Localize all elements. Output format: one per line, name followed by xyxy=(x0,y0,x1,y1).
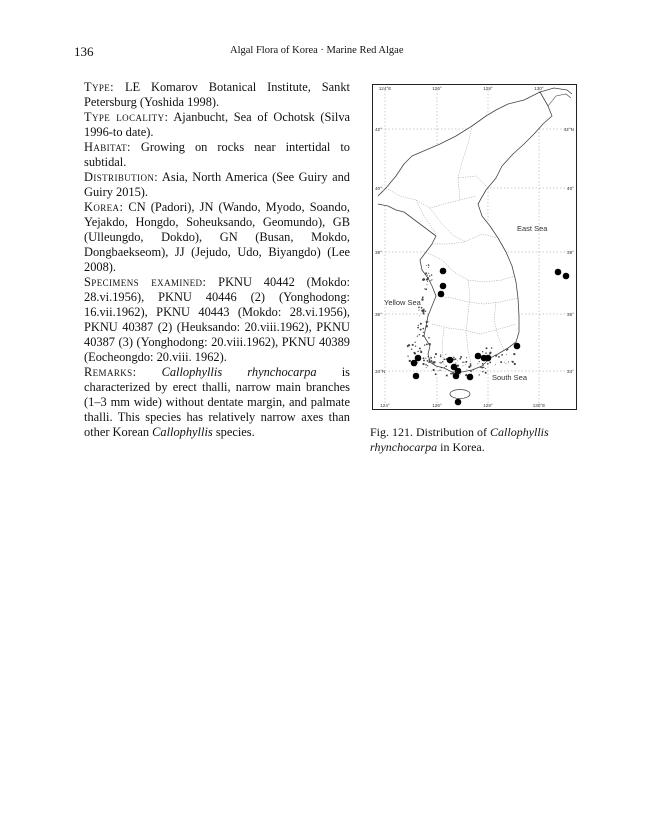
coastal-island xyxy=(427,365,428,366)
coastal-island xyxy=(462,362,463,363)
specimens-entry xyxy=(84,275,350,365)
map-left-tick: 40° xyxy=(375,186,382,191)
coastal-island xyxy=(482,363,483,364)
coastal-island xyxy=(409,360,411,362)
coastal-island xyxy=(429,275,430,276)
coastal-island xyxy=(407,356,408,357)
coastal-island xyxy=(444,358,446,360)
coastal-island xyxy=(420,323,422,325)
coastal-island xyxy=(422,328,424,330)
coastal-island xyxy=(426,344,427,345)
map-bottom-tick: 130°E xyxy=(532,403,546,408)
korea-text: CN (Padori), JN (Wando, Myodo, Soando, Yejakdo, Hongdo, Soheuksando, Geomundo), GB (Ulleungdo, Dokdo), GN (Busan, Mokdo, Dongbaekseom), JJ (Jejudo, Udo, Biyangdo) (Lee 2008). xyxy=(84,200,350,274)
coastal-island xyxy=(419,334,420,335)
coastal-island xyxy=(419,347,421,349)
korea-label: Korea: xyxy=(84,200,124,214)
coastal-island xyxy=(489,361,491,363)
coastal-island xyxy=(428,337,429,338)
caption-species: Callophyllis rhynchocarpa xyxy=(370,425,549,454)
distribution-dot xyxy=(467,374,474,381)
map-top-tick: 130° xyxy=(534,86,544,91)
coastal-island xyxy=(439,370,440,371)
coastal-island xyxy=(450,373,452,375)
habitat-entry xyxy=(84,140,350,170)
coastal-island xyxy=(465,364,466,365)
distribution-dot xyxy=(555,269,562,276)
coastal-island xyxy=(418,310,419,311)
figure-caption xyxy=(370,425,582,455)
coastal-island xyxy=(426,265,427,266)
coastal-island xyxy=(433,361,435,363)
coastal-island xyxy=(425,272,427,274)
coastal-island xyxy=(446,374,448,376)
coastal-island xyxy=(482,351,483,352)
coastal-island xyxy=(512,361,514,363)
coastal-island xyxy=(480,366,481,367)
coastal-island xyxy=(433,369,435,371)
coastal-island xyxy=(414,342,415,343)
coastal-island xyxy=(417,327,419,329)
coastal-island xyxy=(435,353,437,355)
coastal-island xyxy=(434,357,435,358)
coastal-island xyxy=(428,267,429,268)
coastal-island xyxy=(498,356,500,358)
coastal-island xyxy=(470,370,472,372)
coastal-island xyxy=(415,345,416,346)
coastal-island xyxy=(431,274,433,276)
coastal-island xyxy=(463,362,464,363)
coastal-island xyxy=(470,363,472,365)
coastal-island xyxy=(491,347,493,349)
coastal-island xyxy=(483,365,484,366)
coastal-island xyxy=(466,369,467,370)
distribution-label: Distribution: xyxy=(84,170,159,184)
northern-coast xyxy=(540,88,572,94)
coastal-island xyxy=(408,344,410,346)
coastal-island xyxy=(445,365,447,367)
coastal-island xyxy=(421,307,423,309)
coastal-island xyxy=(428,273,429,274)
coastal-island xyxy=(428,264,430,266)
map-bottom-tick: 124° xyxy=(380,403,390,408)
korea-entry xyxy=(84,200,350,275)
remarks-text-1: is characterized by erect thalli, narrow main branches (1–3 mm wide) without dentate margin, and palmate thalli. This species has relatively narrow axes than other Korean xyxy=(84,365,350,439)
coastal-island xyxy=(508,361,509,362)
coastal-island xyxy=(507,349,508,350)
coastal-island xyxy=(495,364,496,365)
coastal-island xyxy=(465,361,467,363)
map-top-tick: 128° xyxy=(483,86,493,91)
distribution-dot xyxy=(411,360,418,367)
coastal-island xyxy=(422,298,423,299)
coastal-island xyxy=(453,373,454,374)
coastal-island xyxy=(513,353,515,355)
distribution-text: Asia, North America (See Guiry and Guiry 2015). xyxy=(84,170,350,199)
coastal-island xyxy=(444,367,445,368)
coastal-island xyxy=(460,374,461,375)
coastal-island xyxy=(445,354,446,355)
map-left-tick: 38° xyxy=(375,250,382,255)
coastal-island xyxy=(486,347,488,349)
distribution-dot xyxy=(440,283,447,290)
coastal-island xyxy=(428,321,429,322)
habitat-text: Growing on rocks near intertidal to subtidal. xyxy=(84,140,350,169)
coastal-island xyxy=(426,367,427,368)
coastal-island xyxy=(417,335,418,336)
northeast-coast xyxy=(548,94,571,106)
coastal-island xyxy=(424,344,425,345)
remarks-text-2: species. xyxy=(212,425,255,439)
coastal-island xyxy=(487,363,489,365)
caption-prefix: Fig. 121. Distribution of xyxy=(370,425,491,439)
coastal-island xyxy=(425,358,426,359)
remarks-genus: Callophyllis xyxy=(152,425,213,439)
coastal-island xyxy=(428,361,430,363)
coastal-island xyxy=(417,351,419,353)
coastal-island xyxy=(504,362,505,363)
coastal-island xyxy=(482,371,483,372)
coastal-island xyxy=(478,374,479,375)
coastal-island xyxy=(419,316,420,317)
coastal-island xyxy=(431,360,433,362)
coastal-island xyxy=(428,316,429,317)
coastal-island xyxy=(420,351,422,353)
coastal-island xyxy=(459,358,461,360)
page-number: 136 xyxy=(74,44,94,59)
coastal-island xyxy=(477,363,478,364)
coastal-island xyxy=(439,362,440,363)
distribution-dot xyxy=(563,273,570,280)
map-right-tick: 40° xyxy=(567,186,574,191)
coastal-island xyxy=(412,344,414,346)
map-label-south-sea: South Sea xyxy=(492,373,528,382)
coastal-island xyxy=(422,309,424,311)
coastal-island xyxy=(426,321,428,323)
coastal-island xyxy=(423,332,424,333)
coastal-island xyxy=(423,312,425,314)
coastal-island xyxy=(500,361,502,363)
distribution-dot xyxy=(438,291,445,298)
coastal-island xyxy=(423,278,425,280)
coastal-island xyxy=(431,358,432,359)
coastal-island xyxy=(414,353,415,354)
specimens-text: PKNU 40442 (Mokdo: 28.vi.1956), PKNU 40446 (2) (Yonghodong: 16.vii.1962), PKNU 40443 (Mokdo: 28.vi.1956), PKNU 40387 (2) (Heuksando: 20.viii.1962), PKNU 40387 (3) (Yonghodong: 20.viii.1962), PKNU 40389 (Eocheongdo: 20.viii. 1962). xyxy=(84,275,350,364)
distribution-entry xyxy=(84,170,350,200)
coastal-island xyxy=(506,354,507,355)
coastal-island xyxy=(466,357,467,358)
distribution-dot xyxy=(440,268,447,275)
map-bottom-tick: 128° xyxy=(483,403,493,408)
coastal-island xyxy=(427,281,428,282)
map-right-tick: 42°N xyxy=(563,127,574,132)
coastal-island xyxy=(427,356,428,357)
distribution-dot xyxy=(514,343,521,350)
coastal-island xyxy=(431,279,432,280)
type-locality-label: Type locality: xyxy=(84,110,169,124)
coastal-island xyxy=(479,361,480,362)
coastal-island xyxy=(485,368,486,369)
jeju-island xyxy=(450,390,470,399)
distribution-map xyxy=(372,84,577,410)
coastal-island xyxy=(460,356,462,358)
coastal-island xyxy=(418,325,419,326)
coastal-island xyxy=(432,361,433,362)
coastal-island xyxy=(462,365,463,366)
coastal-island xyxy=(514,363,516,365)
map-left-tick: 34°N xyxy=(375,369,386,374)
distribution-dot xyxy=(413,373,420,380)
coastal-island xyxy=(429,359,431,361)
coastal-island xyxy=(431,361,432,362)
coastal-island xyxy=(489,352,491,354)
coastal-island xyxy=(425,310,426,311)
coastal-island xyxy=(423,359,425,361)
coastal-island xyxy=(426,279,428,281)
coastal-island xyxy=(422,363,424,365)
coastal-island xyxy=(435,373,437,375)
type-locality-text: Ajanbucht, Sea of Ochotsk (Silva 1996-to date). xyxy=(84,110,351,139)
map-label-yellow-sea: Yellow Sea xyxy=(384,298,421,307)
coastal-island xyxy=(485,352,487,354)
coastal-island xyxy=(429,343,431,345)
habitat-label: Habitat: xyxy=(84,140,131,154)
coastal-island xyxy=(457,360,458,361)
running-title: Algal Flora of Korea · Marine Red Algae xyxy=(230,45,404,56)
coastal-island xyxy=(441,367,443,369)
species-description xyxy=(84,80,350,440)
type-text: LE Komarov Botanical Institute, Sankt Petersburg (Yoshida 1998). xyxy=(84,80,350,109)
coastal-island xyxy=(455,363,456,364)
specimens-label: Specimens examined: xyxy=(84,275,207,289)
remarks-entry xyxy=(84,365,350,440)
coastal-island xyxy=(511,361,512,362)
coastal-island xyxy=(481,367,483,369)
map-right-tick: 34° xyxy=(567,369,574,374)
remarks-label: Remarks: xyxy=(84,365,137,379)
type-label: Type: xyxy=(84,80,115,94)
coastal-island xyxy=(495,355,497,357)
coastal-island xyxy=(485,372,487,374)
distribution-dot xyxy=(475,353,482,360)
coastal-island xyxy=(425,364,427,366)
map-right-tick: 36° xyxy=(567,312,574,317)
coastal-island xyxy=(425,288,427,290)
distribution-dot xyxy=(455,399,462,406)
distribution-dot xyxy=(453,373,460,380)
coastal-island xyxy=(427,360,429,362)
coastal-island xyxy=(426,284,427,285)
map-bottom-tick: 126° xyxy=(432,403,442,408)
coastal-island xyxy=(453,357,455,359)
type-locality-entry xyxy=(84,110,350,140)
map-right-tick: 38° xyxy=(567,250,574,255)
map-land xyxy=(378,88,572,399)
distribution-dot xyxy=(447,357,454,364)
map-top-tick: 124°E xyxy=(378,86,392,91)
coastal-island xyxy=(422,296,424,298)
coastal-island xyxy=(411,349,412,350)
coastal-island xyxy=(505,363,506,364)
coastal-island xyxy=(440,362,442,364)
coastal-island xyxy=(440,356,441,357)
coastal-island xyxy=(420,329,422,331)
map-top-tick: 126° xyxy=(432,86,442,91)
map-left-tick: 36° xyxy=(375,312,382,317)
coastal-island xyxy=(426,325,428,327)
type-entry xyxy=(84,80,350,110)
coastal-island xyxy=(442,361,443,362)
coastal-island xyxy=(407,346,408,347)
distribution-dot xyxy=(485,355,492,362)
coastal-island xyxy=(440,354,441,355)
coastal-island xyxy=(427,275,428,276)
map-left-tick: 42° xyxy=(375,127,382,132)
coastal-island xyxy=(422,335,424,337)
map-label-east-sea: East Sea xyxy=(517,224,548,233)
coastal-island xyxy=(424,288,425,289)
caption-suffix: in Korea. xyxy=(437,440,485,454)
remarks-species: Callophyllis rhynchocarpa xyxy=(161,365,317,379)
coastal-island xyxy=(470,365,472,367)
coastal-island xyxy=(501,354,503,356)
coastal-island xyxy=(423,357,425,359)
coastal-island xyxy=(473,369,474,370)
coastal-island xyxy=(430,280,431,281)
